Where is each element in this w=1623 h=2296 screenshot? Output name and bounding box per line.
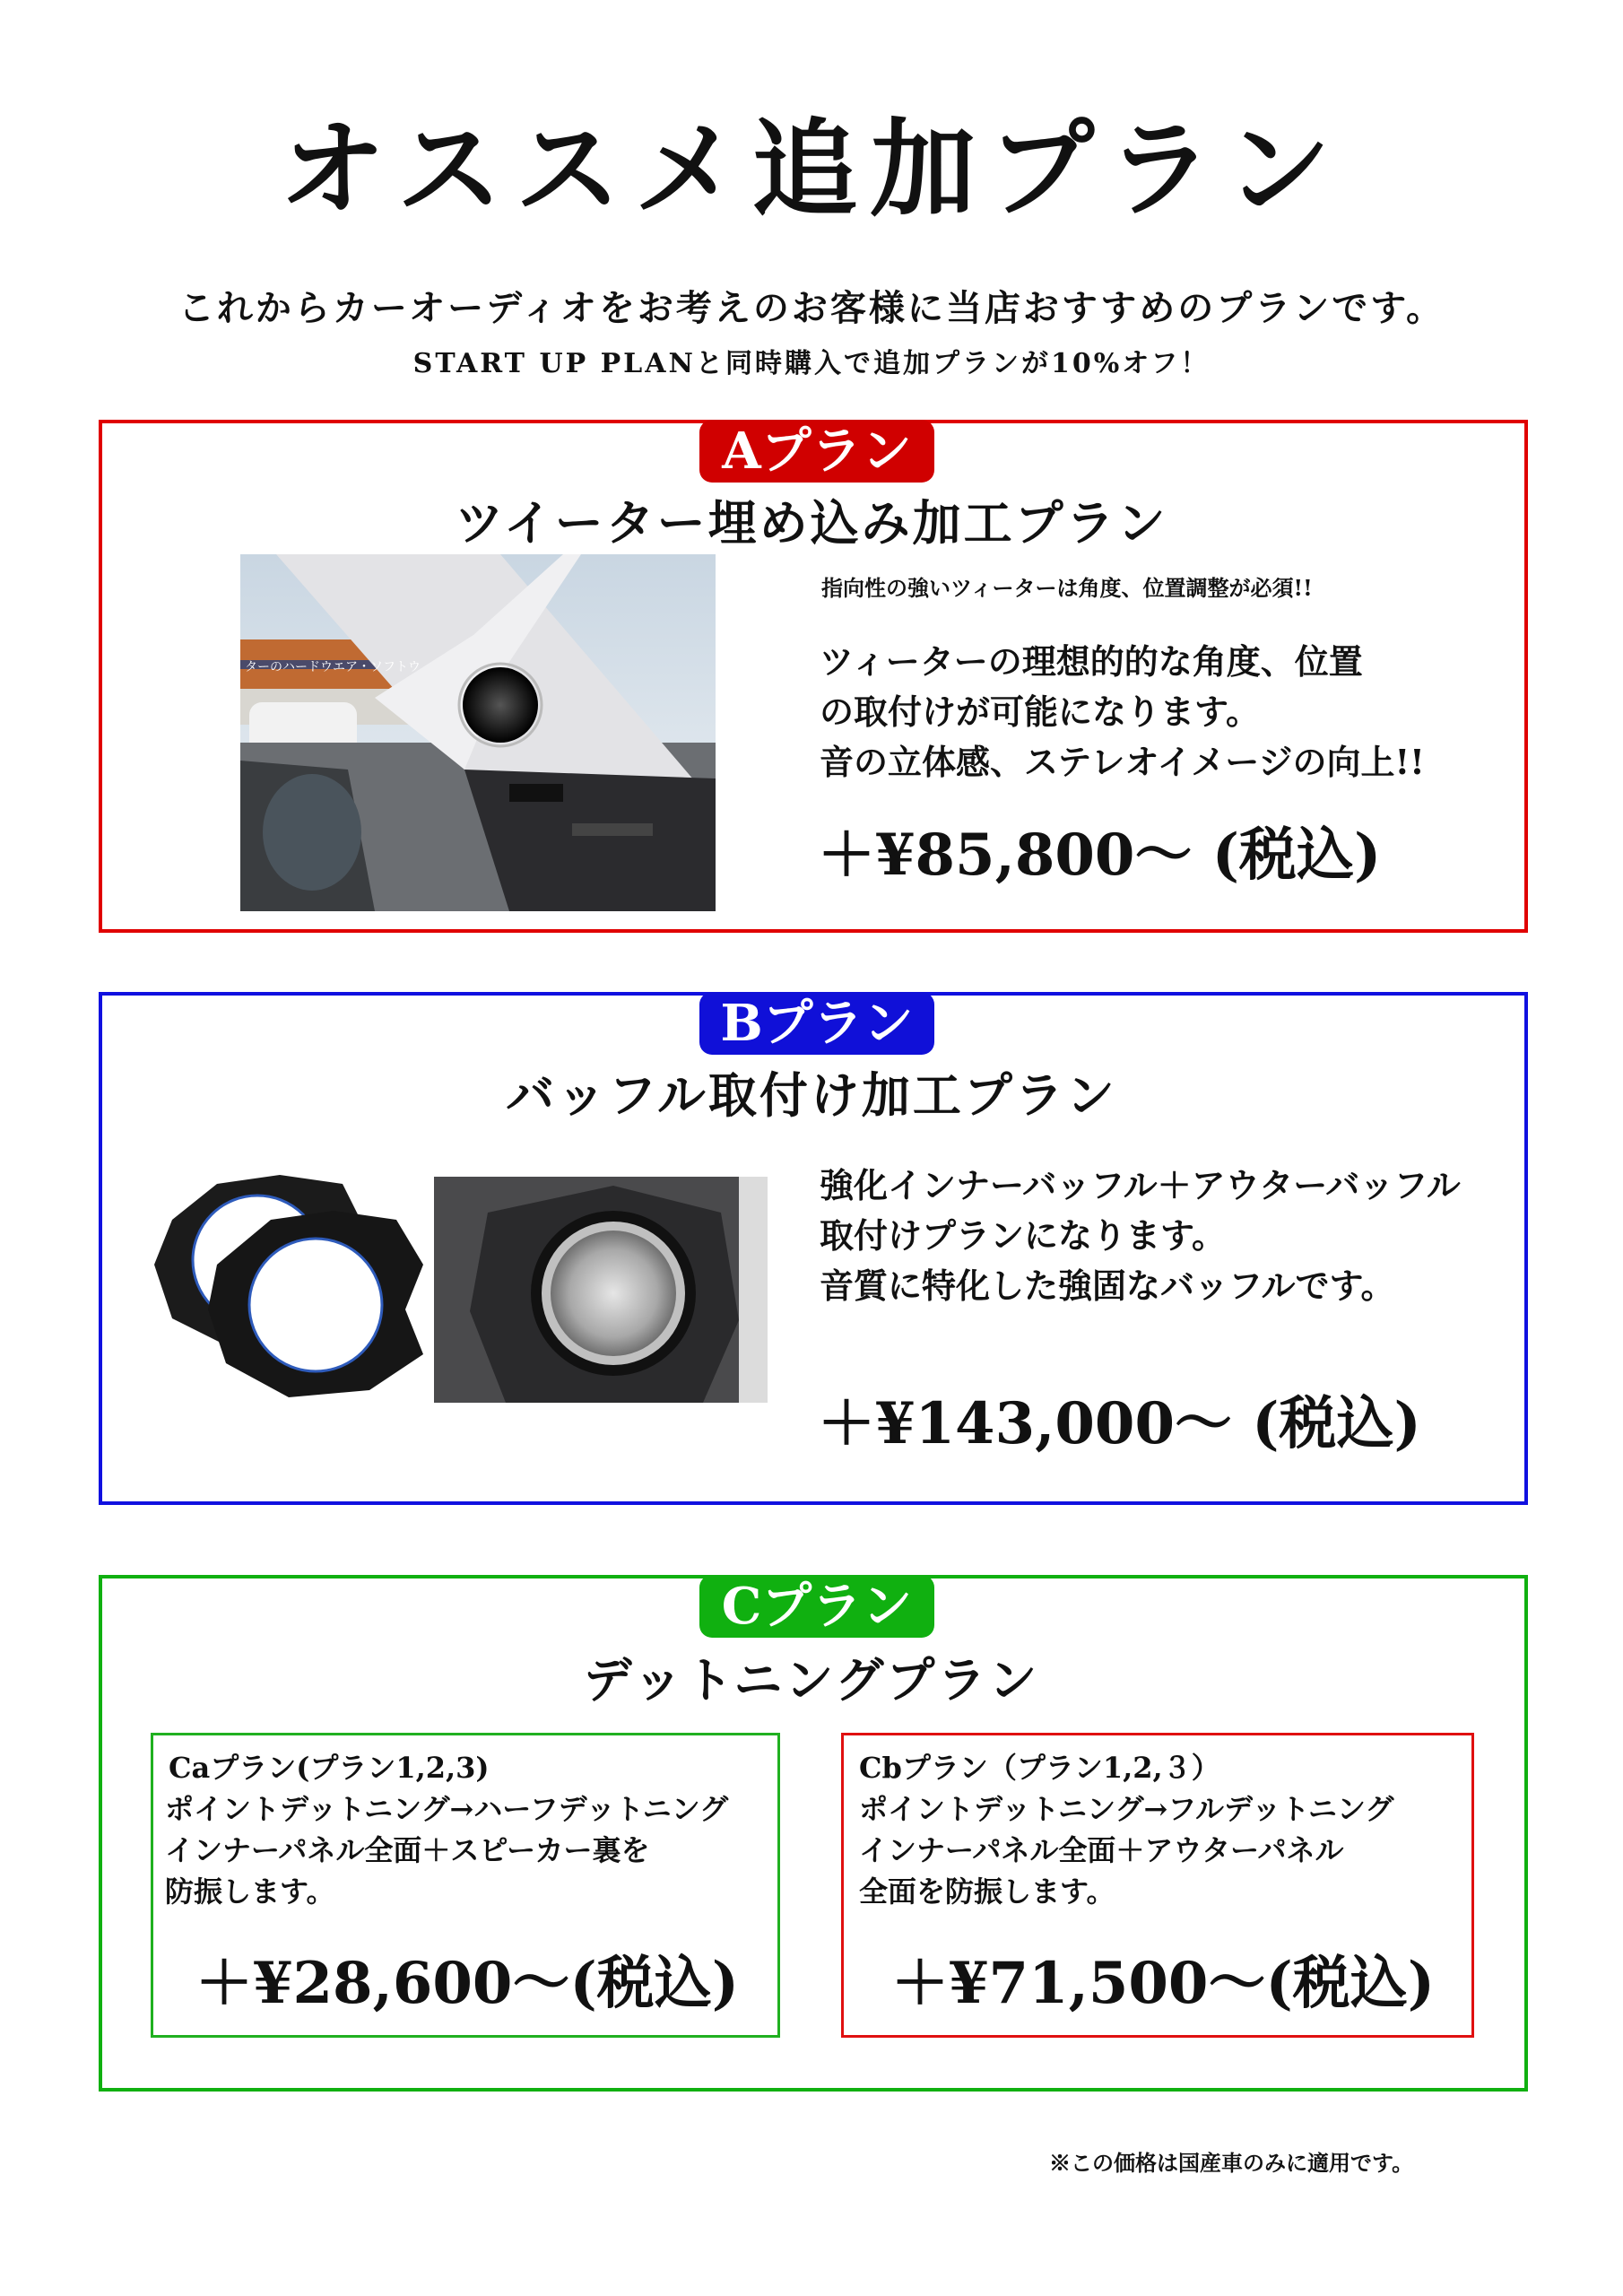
photo-sign-text: ターのハードウエア・ソフトウ	[245, 660, 421, 674]
plan-cb-price: ＋¥71,500～(税込)	[891, 1950, 1436, 2017]
discount-note: START UP PLANと同時購入で追加プランが10%オフ！	[412, 348, 1211, 379]
plan-ca-line-3: インナーパネル全面＋スピーカー裏を	[165, 1833, 650, 1867]
plan-c-badge: Cプラン	[699, 1575, 934, 1638]
plan-a-note: 指向性の強いツィーターは角度、位置調整が必須!!	[821, 575, 1313, 601]
plan-ca-line-4: 防振します。	[165, 1874, 335, 1909]
plan-cb-line-1: Cbプラン（プラン1,2,３）	[859, 1751, 1220, 1785]
baffle-rings-photo	[154, 1166, 441, 1399]
plan-ca-line-2: ポイントデットニング→ハーフデットニング	[165, 1792, 729, 1826]
plan-cb-line-4: 全面を防振します。	[859, 1874, 1115, 1909]
plan-a-photo	[240, 554, 716, 911]
plan-b-badge: Bプラン	[699, 992, 934, 1055]
plan-a-line-1: ツィーターの理想的的な角度、位置	[820, 641, 1363, 682]
plan-a-title: ツイーター埋め込み加工プラン	[455, 494, 1168, 552]
plan-b-line-2: 取付けプランになります。	[820, 1215, 1226, 1256]
page-title: オススメ追加プラン	[279, 107, 1344, 231]
plan-a-price: ＋¥85,800～ (税込)	[818, 822, 1382, 889]
plan-ca-price: ＋¥28,600～(税込)	[195, 1950, 740, 2017]
plan-b-title: バッフル取付け加工プラン	[506, 1066, 1117, 1124]
plan-b-line-1: 強化インナーバッフル＋アウターバッフル	[820, 1165, 1461, 1205]
footnote: ※この価格は国産車のみに適用です。	[1049, 2150, 1414, 2176]
plan-cb-line-3: インナーパネル全面＋アウターパネル	[859, 1833, 1344, 1867]
plan-a-line-3: 音の立体感、ステレオイメージの向上!!	[820, 742, 1425, 782]
plan-a-line-2: の取付けが可能になります。	[820, 691, 1260, 732]
plan-b-price: ＋¥143,000～ (税込)	[818, 1390, 1421, 1457]
intro-text: これからカーオーディオをお考えのお客様に当店おすすめのプランです。	[178, 287, 1445, 329]
plan-b-line-3: 音質に特化した強固なバッフルです。	[820, 1265, 1395, 1306]
plan-ca-line-1: Caプラン(プラン1,2,3)	[169, 1751, 490, 1785]
plan-cb-line-2: ポイントデットニング→フルデットニング	[859, 1792, 1394, 1826]
plan-a-badge: Aプラン	[699, 420, 934, 483]
plan-c-title: デットニングプラン	[583, 1651, 1040, 1709]
plan-b-photo	[434, 1177, 768, 1403]
